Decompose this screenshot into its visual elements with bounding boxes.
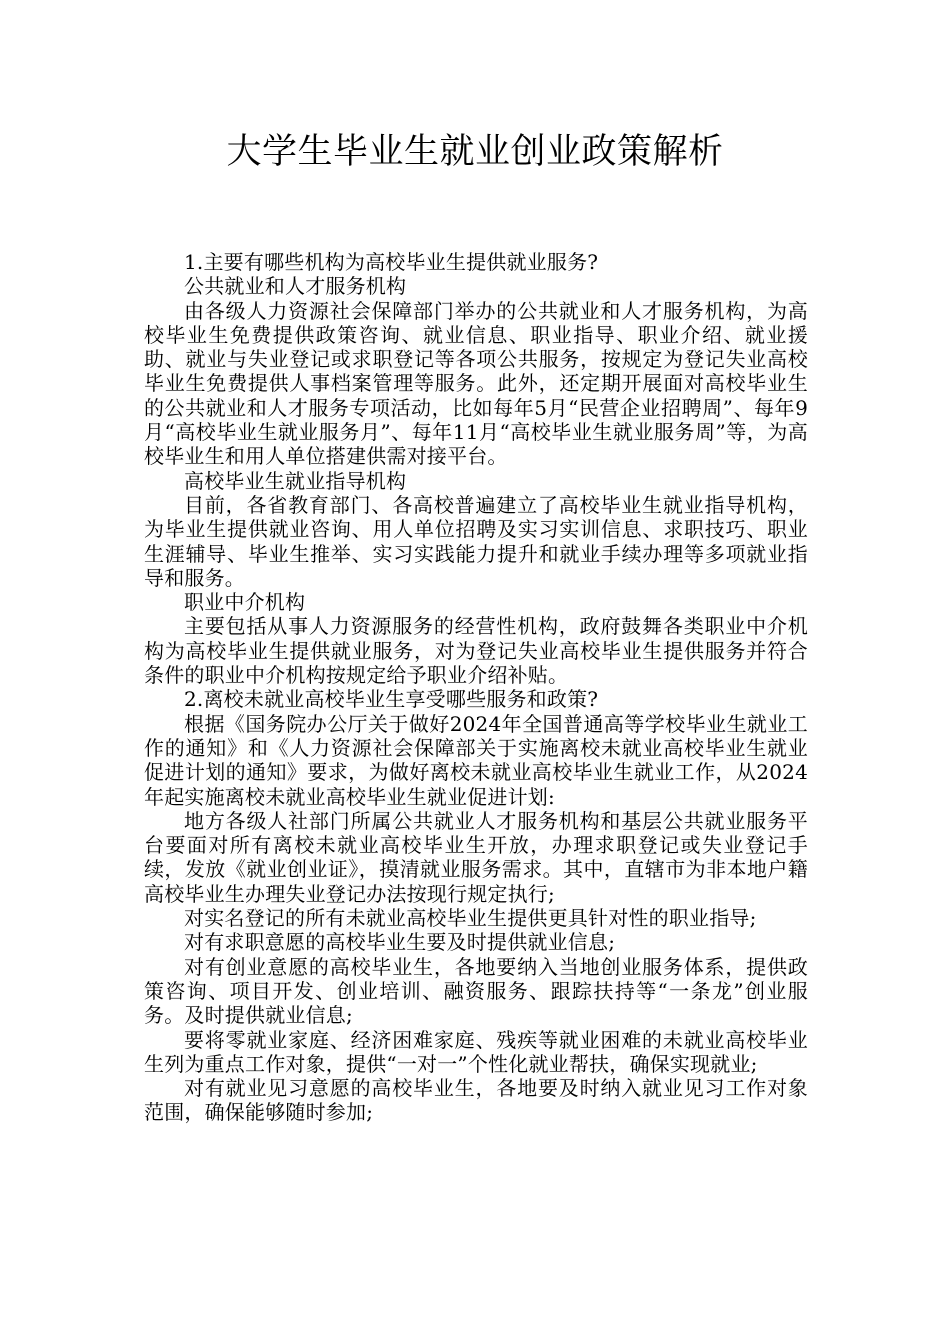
paragraph-policy-basis: 根据《国务院办公厅关于做好2024年全国普通高等学校毕业生就业工作的通知》和《人力资源社会保障部关于实施离校未就业高校毕业生就业促进计划的通知》要求，为做好离校未就业高校毕业生就业工作，从2024年起实施离校未就业高校毕业生就业促进计划: <box>144 711 808 809</box>
paragraph-entrepreneurship: 对有创业意愿的高校毕业生，各地要纳入当地创业服务体系，提供政策咨询、项目开发、创业培训、融资服务、跟踪扶持等“一条龙”创业服务。及时提供就业信息; <box>144 954 808 1028</box>
document-body <box>144 250 808 1125</box>
paragraph-job-info: 对有求职意愿的高校毕业生要及时提供就业信息; <box>184 930 616 955</box>
paragraph-registration: 地方各级人社部门所属公共就业人才服务机构和基层公共就业服务平台要面对所有离校未就业高校毕业生开放，办理求职登记或失业登记手续，发放《就业创业证》，摸清就业服务需求。其中，直辖市为非本地户籍高校毕业生办理失业登记办法按现行规定执行; <box>144 808 808 906</box>
document-title: 大学生毕业生就业创业政策解析 <box>226 132 724 172</box>
paragraph-university-guidance: 目前，各省教育部门、各高校普遍建立了高校毕业生就业指导机构，为毕业生提供就业咨询、用人单位招聘及实习实训信息、求职技巧、职业生涯辅导、毕业生推举、实习实践能力提升和就业手续办理等多项就业指导和服务。 <box>144 492 808 590</box>
question-heading-2: 2.离校未就业高校毕业生享受哪些服务和政策? <box>184 687 599 712</box>
question-heading-1: 1.主要有哪些机构为高校毕业生提供就业服务? <box>184 250 599 274</box>
section-heading-public-service: 公共就业和人才服务机构 <box>184 274 407 299</box>
paragraph-internship: 对有就业见习意愿的高校毕业生，各地要及时纳入就业见习工作对象范围，确保能够随时参加; <box>144 1076 808 1125</box>
paragraph-career-guidance: 对实名登记的所有未就业高校毕业生提供更具针对性的职业指导; <box>184 906 757 931</box>
section-heading-university-guidance: 高校毕业生就业指导机构 <box>184 468 407 493</box>
paragraph-priority-assistance: 要将零就业家庭、经济困难家庭、残疾等就业困难的未就业高校毕业生列为重点工作对象，提供“一对一”个性化就业帮扶，确保实现就业; <box>144 1027 808 1076</box>
paragraph-agencies: 主要包括从事人力资源服务的经营性机构，政府鼓舞各类职业中介机构为高校毕业生提供就业服务，对为登记失业高校毕业生提供服务并符合条件的职业中介机构按规定给予职业介绍补贴。 <box>144 614 808 688</box>
paragraph-public-service: 由各级人力资源社会保障部门举办的公共就业和人才服务机构，为高校毕业生免费提供政策咨询、就业信息、职业指导、职业介绍、就业援助、就业与失业登记或求职登记等各项公共服务，按规定为登记失业高校毕业生免费提供人事档案管理等服务。此外，还定期开展面对高校毕业生的公共就业和人才服务专项活动，比如每年5月“民营企业招聘周”、每年9月“高校毕业生就业服务月”、每年11月“高校毕业生就业服务周”等，为高校毕业生和用人单位搭建供需对接平台。 <box>144 298 808 469</box>
section-heading-agencies: 职业中介机构 <box>184 590 306 615</box>
